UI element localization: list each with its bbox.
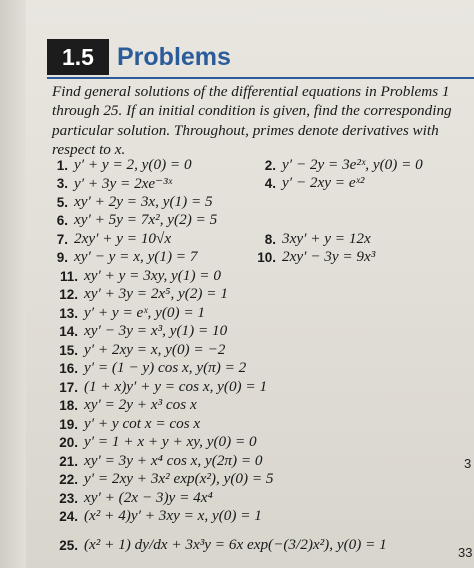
page-shadow <box>0 0 26 568</box>
problem-item: 20. y′ = 1 + x + y + xy, y(0) = 0 <box>59 433 257 450</box>
problem-item: 18. xy′ = 2y + x³ cos x <box>59 396 197 413</box>
problem-item: 19. y′ + y cot x = cos x <box>59 415 201 432</box>
adjacent-page-number: 33 <box>458 545 473 560</box>
problem-item: 25. (x² + 1) dy/dx + 3x³y = 6x exp(−(3/2)x²), y(0) = 1 <box>59 536 387 553</box>
problem-item: 9. xy′ − y = x, y(1) = 7 <box>56 248 198 265</box>
problem-item: 1. y′ + y = 2, y(0) = 0 <box>56 156 192 173</box>
problem-item: 13. y′ + y = eˣ, y(0) = 1 <box>59 304 205 321</box>
problem-item: 12. xy′ + 3y = 2x⁵, y(2) = 1 <box>59 285 228 302</box>
problem-item: 14. xy′ − 3y = x³, y(1) = 10 <box>59 322 228 339</box>
problem-instructions: Find general solutions of the differential equations in Problems 1 through 25. If an initial condition is given, find the corresponding particular solution. Throughout, primes denote derivatives with respect to x. <box>52 83 452 159</box>
problem-item: 21. xy′ = 3y + x⁴ cos x, y(2π) = 0 <box>59 452 263 469</box>
header-rule <box>47 77 474 79</box>
problem-item: 2. y′ − 2y = 3e²ˣ, y(0) = 0 <box>264 156 423 173</box>
problem-item: 8. 3xy′ + y = 12x <box>264 230 371 247</box>
section-header <box>47 37 231 77</box>
section-number: 1.5 <box>47 39 109 75</box>
adjacent-page-number: 3 <box>464 456 472 471</box>
problem-item: 11. xy′ + y = 3xy, y(1) = 0 <box>59 267 221 284</box>
problem-item: 10. 2xy′ − 3y = 9x³ <box>257 248 376 265</box>
problem-item: 3. y′ + 3y = 2xe⁻³ˣ <box>56 175 173 192</box>
problem-item: 6. xy′ + 5y = 7x², y(2) = 5 <box>56 211 218 228</box>
problem-item: 23. xy′ + (2x − 3)y = 4x⁴ <box>59 489 213 506</box>
problem-item: 16. y′ = (1 − y) cos x, y(π) = 2 <box>59 359 247 376</box>
section-title: Problems <box>117 42 231 71</box>
problem-item: 7. 2xy′ + y = 10√x <box>56 230 172 247</box>
problem-item: 4. y′ − 2xy = eˣ² <box>264 174 365 191</box>
problem-item: 17. (1 + x)y′ + y = cos x, y(0) = 1 <box>59 378 268 395</box>
problem-item: 22. y′ = 2xy + 3x² exp(x²), y(0) = 5 <box>59 470 274 487</box>
problem-item: 5. xy′ + 2y = 3x, y(1) = 5 <box>56 193 213 210</box>
problem-item: 24. (x² + 4)y′ + 3xy = x, y(0) = 1 <box>59 507 262 524</box>
problem-item: 15. y′ + 2xy = x, y(0) = −2 <box>59 341 226 358</box>
